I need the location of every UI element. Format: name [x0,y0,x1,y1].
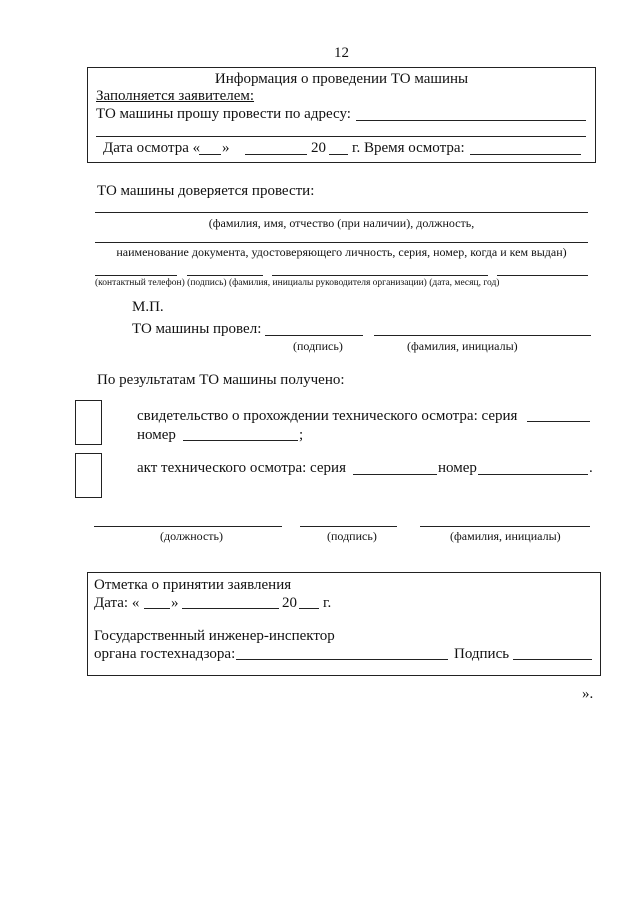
date-label: Дата осмотра « [103,140,201,156]
act-label: акт технического осмотра: серия [137,460,346,476]
act-number-line[interactable] [478,474,588,475]
year-label: 20 [311,140,326,156]
certificate-series-line[interactable] [527,421,590,422]
conducted-sign-caption: (подпись) [293,339,343,353]
conducted-name-caption: (фамилия, инициалы) [407,339,518,353]
acceptance-day-line[interactable] [144,608,170,609]
acceptance-year-suffix: г. [323,595,332,611]
entrusted-caption-2: наименование документа, удостоверяющего личность, серия, номер, когда и кем выдан) [116,245,567,259]
acceptance-date-mid: » [171,595,179,611]
act-number-label: номер [438,460,477,476]
entrusted-caption-1: (фамилия, имя, отчество (при наличии), должность, [208,216,475,230]
conducted-label: ТО машины провел: [132,321,262,337]
entrusted-heading: ТО машины доверяется провести: [97,183,315,199]
date-day-line[interactable] [199,154,221,155]
date-line[interactable] [497,275,588,276]
checkbox-certificate[interactable] [75,400,102,445]
entrusted-line-2[interactable] [95,242,588,243]
certificate-label: свидетельство о прохождении технического осмотра: серия [137,408,518,424]
address-line[interactable] [356,120,586,121]
address-line-2[interactable] [96,136,586,137]
certificate-end: ; [299,427,304,443]
conducted-sign-line[interactable] [265,335,363,336]
date-mid: » [222,140,230,156]
acceptance-title: Отметка о принятии заявления [94,577,292,593]
certificate-number-label: номер [137,427,176,443]
filled-by-label: Заполняется заявителем: [96,88,255,104]
stamp-label: М.П. [132,299,164,315]
acceptance-year-label: 20 [282,595,297,611]
entrusted-line-1[interactable] [95,212,588,213]
acceptance-year-line[interactable] [299,608,319,609]
inspector-line-1: Государственный инженер-инспектор [94,628,335,644]
position-caption: (должность) [160,529,223,543]
entrusted-caption-3: (контактный телефон) (подпись) (фамилия, инициалы руководителя организации) (дата, месяц, год) [95,278,500,288]
closing-quote: ». [582,686,594,702]
date-month-line[interactable] [245,154,307,155]
acceptance-month-line[interactable] [182,608,279,609]
sign-line[interactable] [187,275,263,276]
inspector-name-line[interactable] [236,659,448,660]
position-line[interactable] [94,526,282,527]
act-end: . [589,460,593,476]
inspector-line-2: органа гостехнадзора: [94,646,236,662]
time-line[interactable] [470,154,581,155]
act-series-line[interactable] [353,474,437,475]
name-line[interactable] [420,526,590,527]
info-box-title: Информация о проведении ТО машины [214,71,469,87]
year-line[interactable] [329,154,348,155]
phone-line[interactable] [95,275,177,276]
conducted-name-line[interactable] [374,335,591,336]
acceptance-date-label: Дата: « [94,595,140,611]
time-label: г. Время осмотра: [352,140,465,156]
certificate-number-line[interactable] [183,440,298,441]
signature-caption: (подпись) [327,529,377,543]
name-caption: (фамилия, инициалы) [450,529,561,543]
page-number: 12 [334,45,349,61]
results-heading: По результатам ТО машины получено: [97,372,345,388]
checkbox-act[interactable] [75,453,102,498]
signature-line[interactable] [300,526,397,527]
address-request-label: ТО машины прошу провести по адресу: [96,106,351,122]
acceptance-signature-line[interactable] [513,659,592,660]
head-name-line[interactable] [272,275,488,276]
acceptance-signature-label: Подпись [454,646,510,662]
